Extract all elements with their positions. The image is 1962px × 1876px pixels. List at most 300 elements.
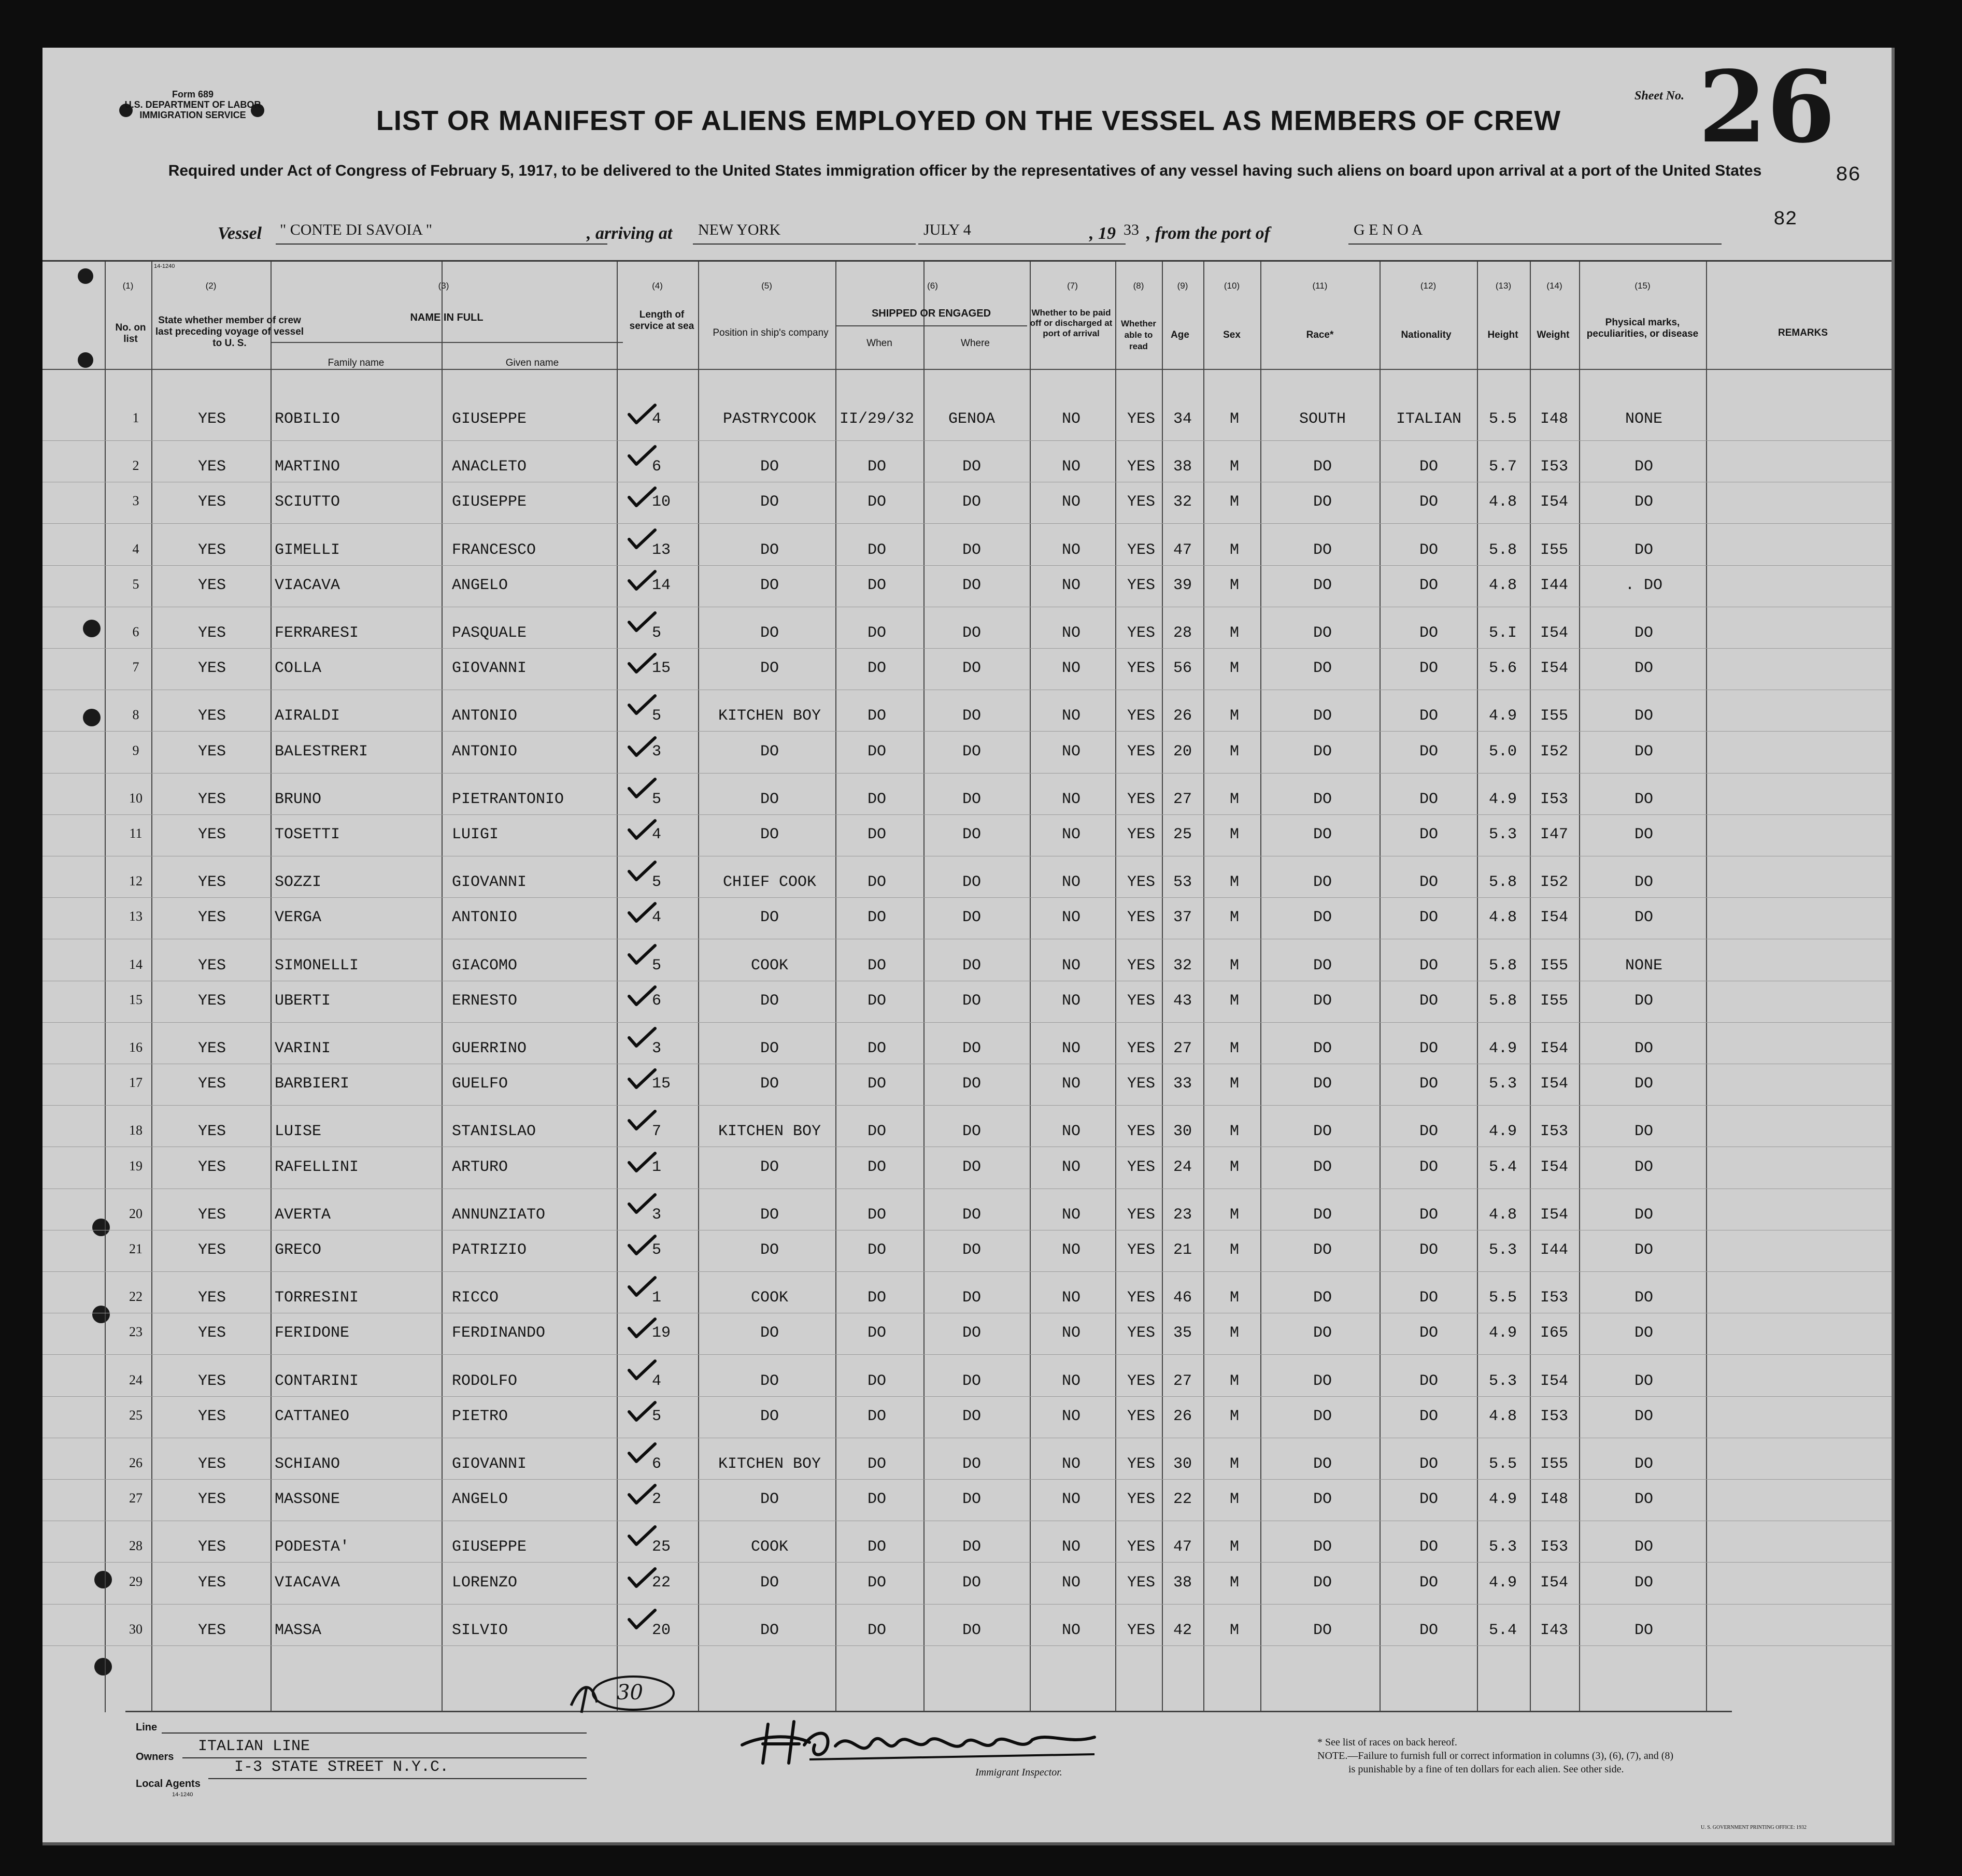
cell-when: DO [867, 1206, 886, 1224]
cell-paid: NO [1061, 458, 1080, 476]
cell-no: 5 [132, 576, 139, 592]
cell-position: COOK [750, 1538, 788, 1556]
cell-age: 26 [1173, 1407, 1192, 1425]
row-rule [42, 897, 1895, 898]
cell-race: DO [1313, 1206, 1332, 1224]
cell-weight: I54 [1540, 909, 1568, 927]
cell-given: LORENZO [452, 1573, 518, 1592]
check-mark-icon [627, 486, 657, 509]
cell-family: GIMELLI [275, 541, 340, 559]
cell-nat: DO [1419, 1538, 1438, 1556]
check-mark-icon [627, 777, 657, 800]
cell-given: ANGELO [452, 576, 508, 594]
cell-age: 30 [1173, 1123, 1192, 1141]
col-sex-header: Sex [1223, 330, 1241, 340]
cell-no: 16 [129, 1040, 143, 1055]
cell-age: 37 [1173, 909, 1192, 927]
cell-nat: DO [1419, 1621, 1438, 1639]
column-rule [698, 262, 699, 1712]
cell-given: RICCO [452, 1289, 499, 1307]
cell-marks: DO [1634, 1621, 1653, 1639]
punch-hole [83, 709, 101, 726]
cell-marks: DO [1634, 1372, 1653, 1390]
cell-state: YES [198, 992, 226, 1010]
cell-length: 5 [652, 956, 662, 975]
column-number: (7) [1067, 281, 1078, 291]
cell-marks: DO [1634, 1289, 1653, 1307]
col-family-header: Family name [328, 357, 385, 368]
cell-length: 3 [652, 742, 662, 761]
cell-position: DO [760, 1324, 779, 1342]
cell-nat: DO [1419, 458, 1438, 476]
cell-nat: DO [1419, 1040, 1438, 1057]
punch-hole [94, 1571, 112, 1588]
cell-family: SCIUTTO [275, 493, 340, 511]
cell-when: DO [867, 956, 886, 975]
cell-where: DO [962, 1372, 981, 1390]
cell-nat: DO [1419, 660, 1438, 678]
cell-length: 14 [652, 576, 671, 594]
cell-family: AIRALDI [275, 707, 340, 725]
cell-position: DO [760, 1372, 779, 1390]
cell-marks: DO [1634, 742, 1653, 761]
column-number: (13) [1495, 281, 1512, 291]
cell-when: DO [867, 1407, 886, 1425]
row-rule [42, 523, 1895, 524]
manifest-sheet [42, 48, 1895, 1845]
row-rule [42, 773, 1895, 774]
cell-length: 5 [652, 873, 662, 892]
cell-position: DO [760, 624, 779, 642]
cell-sex: M [1229, 1158, 1239, 1176]
cell-read: YES [1127, 660, 1155, 678]
cell-where: GENOA [948, 410, 995, 428]
cell-weight: I54 [1540, 493, 1568, 511]
cell-where: DO [962, 1241, 981, 1259]
cell-length: 4 [652, 909, 662, 927]
cell-given: GIOVANNI [452, 1455, 527, 1473]
cell-race: DO [1313, 1123, 1332, 1141]
cell-paid: NO [1061, 1289, 1080, 1307]
cell-paid: NO [1061, 1040, 1080, 1057]
cell-no: 21 [129, 1241, 143, 1256]
cell-where: DO [962, 1206, 981, 1224]
cell-marks: DO [1634, 1407, 1653, 1425]
row-rule [42, 1396, 1895, 1397]
cell-sex: M [1229, 1372, 1239, 1390]
cell-age: 38 [1173, 1573, 1192, 1592]
cell-nat: DO [1419, 1573, 1438, 1592]
cell-read: YES [1127, 1206, 1155, 1224]
cell-paid: NO [1061, 1075, 1080, 1093]
row-rule [42, 648, 1895, 649]
cell-state: YES [198, 1538, 226, 1556]
cell-family: MARTINO [275, 458, 340, 476]
cell-age: 32 [1173, 956, 1192, 975]
inspector-label: Immigrant Inspector. [975, 1767, 1062, 1778]
cell-nat: DO [1419, 956, 1438, 975]
cell-read: YES [1127, 1491, 1155, 1509]
cell-marks: DO [1634, 493, 1653, 511]
cell-read: YES [1127, 742, 1155, 761]
cell-state: YES [198, 1491, 226, 1509]
cell-position: DO [760, 1040, 779, 1057]
page-title: LIST OR MANIFEST OF ALIENS EMPLOYED ON THE VESSEL AS MEMBERS OF CREW [376, 105, 1561, 136]
cell-given: ANTONIO [452, 909, 518, 927]
cell-where: DO [962, 1289, 981, 1307]
cell-given: ANTONIO [452, 742, 518, 761]
cell-when: DO [867, 624, 886, 642]
column-number: (8) [1133, 281, 1144, 291]
cell-race: DO [1313, 1040, 1332, 1057]
cell-position: CHIEF COOK [722, 873, 817, 892]
cell-where: DO [962, 790, 981, 808]
cell-paid: NO [1061, 909, 1080, 927]
cell-race: DO [1313, 1538, 1332, 1556]
cell-sex: M [1229, 909, 1239, 927]
cell-state: YES [198, 1075, 226, 1093]
cell-sex: M [1229, 493, 1239, 511]
cell-read: YES [1127, 1158, 1155, 1176]
cell-state: YES [198, 541, 226, 559]
cell-sex: M [1229, 458, 1239, 476]
cell-nat: DO [1419, 826, 1438, 843]
cell-where: DO [962, 1455, 981, 1473]
cell-read: YES [1127, 410, 1155, 428]
cell-when: DO [867, 1123, 886, 1141]
cell-position: DO [760, 1158, 779, 1176]
cell-state: YES [198, 660, 226, 678]
cell-family: BRUNO [275, 790, 322, 808]
cell-age: 39 [1173, 576, 1192, 594]
cell-height: 5.3 [1488, 1372, 1517, 1390]
cell-marks: DO [1634, 909, 1653, 927]
cell-nat: DO [1419, 1407, 1438, 1425]
cell-length: 19 [652, 1324, 671, 1342]
cell-weight: I53 [1540, 1123, 1568, 1141]
cell-given: GIUSEPPE [452, 493, 527, 511]
cell-given: GUERRINO [452, 1040, 527, 1057]
cell-given: PASQUALE [452, 624, 527, 642]
cell-weight: I55 [1540, 707, 1568, 725]
cell-position: KITCHEN BOY [718, 1455, 821, 1473]
cell-family: FERRARESI [275, 624, 359, 642]
cell-length: 3 [652, 1040, 662, 1057]
cell-read: YES [1127, 624, 1155, 642]
cell-race: DO [1313, 707, 1332, 725]
cell-race: DO [1313, 790, 1332, 808]
row-rule [42, 440, 1895, 441]
cell-weight: I48 [1540, 410, 1568, 428]
cell-no: 12 [129, 873, 143, 889]
row-rule [42, 1188, 1895, 1189]
cell-paid: NO [1061, 1206, 1080, 1224]
cell-where: DO [962, 541, 981, 559]
stamp-number: 82 [1773, 208, 1797, 231]
cell-state: YES [198, 410, 226, 428]
cell-length: 5 [652, 624, 662, 642]
cell-paid: NO [1061, 873, 1080, 892]
cell-length: 5 [652, 790, 662, 808]
cell-weight: I53 [1540, 1407, 1568, 1425]
cell-given: PIETRANTONIO [452, 790, 564, 808]
cell-length: 20 [652, 1621, 671, 1639]
cell-length: 6 [652, 992, 662, 1010]
fine-note-line1: NOTE.—Failure to furnish full or correct information in columns (3), (6), (7), and (8) [1317, 1750, 1674, 1762]
cell-position: DO [760, 1407, 779, 1425]
cell-no: 22 [129, 1289, 143, 1305]
row-rule [42, 814, 1895, 815]
cell-height: 5.5 [1488, 1455, 1517, 1473]
form-code: 14-1240 [172, 1792, 193, 1798]
column-rule [1706, 262, 1707, 1712]
punch-hole [78, 352, 93, 368]
cell-family: VIACAVA [275, 1573, 340, 1592]
check-mark-icon [627, 1234, 657, 1257]
cell-weight: I44 [1540, 576, 1568, 594]
year-prefix: , 19 [1089, 224, 1116, 243]
cell-state: YES [198, 1241, 226, 1259]
cell-no: 26 [129, 1455, 143, 1470]
col-marks-header: Physical marks, peculiarities, or disease [1586, 317, 1699, 339]
cell-race: DO [1313, 1407, 1332, 1425]
cell-race: DO [1313, 1075, 1332, 1093]
cell-race: DO [1313, 742, 1332, 761]
cell-paid: NO [1061, 1241, 1080, 1259]
cell-age: 46 [1173, 1289, 1192, 1307]
cell-position: COOK [750, 1289, 788, 1307]
check-mark-icon [627, 860, 657, 883]
cell-given: GIACOMO [452, 956, 518, 975]
cell-weight: I54 [1540, 1075, 1568, 1093]
cell-weight: I55 [1540, 1455, 1568, 1473]
cell-sex: M [1229, 707, 1239, 725]
cell-race: DO [1313, 1241, 1332, 1259]
column-rule [1380, 262, 1381, 1712]
arrival-port: NEW YORK [698, 221, 781, 238]
cell-race: DO [1313, 1491, 1332, 1509]
cell-no: 28 [129, 1538, 143, 1554]
cell-nat: DO [1419, 1241, 1438, 1259]
arrival-date: JULY 4 [923, 221, 971, 238]
cell-weight: I54 [1540, 1372, 1568, 1390]
cell-race: DO [1313, 541, 1332, 559]
cell-family: BARBIERI [275, 1075, 350, 1093]
cell-no: 8 [132, 707, 139, 723]
cell-given: ERNESTO [452, 992, 518, 1010]
cell-length: 4 [652, 1372, 662, 1390]
cell-height: 5.8 [1488, 992, 1517, 1010]
cell-height: 5.3 [1488, 1538, 1517, 1556]
cell-read: YES [1127, 493, 1155, 511]
cell-length: 5 [652, 1241, 662, 1259]
cell-weight: I54 [1540, 1040, 1568, 1057]
sheet-number-label: Sheet No. [1634, 89, 1684, 103]
row-rule [42, 1022, 1895, 1023]
cell-height: 5.0 [1488, 742, 1517, 761]
cell-no: 19 [129, 1158, 143, 1173]
row-rule [42, 1604, 1895, 1605]
cell-given: GUELFO [452, 1075, 508, 1093]
cell-marks: . DO [1625, 576, 1662, 594]
cell-when: DO [867, 660, 886, 678]
cell-height: 4.8 [1488, 1407, 1517, 1425]
cell-paid: NO [1061, 1491, 1080, 1509]
punch-hole [92, 1306, 110, 1323]
cell-nat: DO [1419, 909, 1438, 927]
cell-given: ANNUNZIATO [452, 1206, 546, 1224]
cell-state: YES [198, 790, 226, 808]
cell-given: ANGELO [452, 1491, 508, 1509]
cell-age: 38 [1173, 458, 1192, 476]
punch-hole [92, 1219, 110, 1236]
cell-sex: M [1229, 826, 1239, 843]
cell-read: YES [1127, 909, 1155, 927]
cell-age: 47 [1173, 541, 1192, 559]
check-mark-icon [627, 1109, 657, 1132]
cell-when: DO [867, 1075, 886, 1093]
cell-when: DO [867, 541, 886, 559]
check-mark-icon [627, 528, 657, 551]
cell-no: 23 [129, 1324, 143, 1340]
cell-race: DO [1313, 826, 1332, 843]
cell-race: SOUTH [1299, 410, 1346, 428]
line-label: Line [136, 1722, 158, 1733]
punch-hole [83, 620, 101, 637]
table-top-rule [42, 260, 1895, 262]
cell-where: DO [962, 1324, 981, 1342]
cell-sex: M [1229, 1075, 1239, 1093]
cell-when: II/29/32 [839, 410, 915, 428]
column-number: (12) [1420, 281, 1437, 291]
check-mark-icon [627, 1359, 657, 1382]
cell-nat: DO [1419, 1158, 1438, 1176]
cell-where: DO [962, 742, 981, 761]
cell-position: DO [760, 992, 779, 1010]
cell-position: DO [760, 493, 779, 511]
cell-family: AVERTA [275, 1206, 331, 1224]
cell-state: YES [198, 1289, 226, 1307]
cell-state: YES [198, 576, 226, 594]
cell-state: YES [198, 1372, 226, 1390]
cell-family: TOSETTI [275, 826, 340, 843]
cell-where: DO [962, 576, 981, 594]
cell-where: DO [962, 1491, 981, 1509]
cell-sex: M [1229, 1538, 1239, 1556]
cell-age: 21 [1173, 1241, 1192, 1259]
cell-weight: I54 [1540, 624, 1568, 642]
row-rule [42, 1479, 1895, 1480]
check-mark-icon [627, 1567, 657, 1589]
col-no-header: No. on list [115, 322, 146, 345]
cell-age: 43 [1173, 992, 1192, 1010]
check-mark-icon [627, 985, 657, 1008]
cell-paid: NO [1061, 1123, 1080, 1141]
cell-read: YES [1127, 1241, 1155, 1259]
cell-race: DO [1313, 1372, 1332, 1390]
cell-nat: DO [1419, 790, 1438, 808]
owners-label: Owners [136, 1751, 174, 1763]
cell-race: DO [1313, 1158, 1332, 1176]
cell-sex: M [1229, 1289, 1239, 1307]
cell-sex: M [1229, 1324, 1239, 1342]
cell-weight: I54 [1540, 660, 1568, 678]
check-mark-icon [627, 1026, 657, 1049]
cell-weight: I65 [1540, 1324, 1568, 1342]
cell-no: 30 [129, 1621, 143, 1637]
cell-family: ROBILIO [275, 410, 340, 428]
column-number: (4) [652, 281, 663, 291]
cell-read: YES [1127, 1372, 1155, 1390]
cell-sex: M [1229, 1040, 1239, 1057]
cell-no: 10 [129, 790, 143, 806]
cell-marks: DO [1634, 624, 1653, 642]
cell-no: 17 [129, 1075, 143, 1091]
check-mark-icon [627, 1608, 657, 1631]
cell-marks: DO [1634, 826, 1653, 843]
column-rule [442, 262, 443, 1712]
check-mark-icon [627, 1151, 657, 1174]
cell-marks: DO [1634, 1158, 1653, 1176]
cell-given: ANTONIO [452, 707, 518, 725]
cell-nat: DO [1419, 1123, 1438, 1141]
cell-marks: DO [1634, 1491, 1653, 1509]
cell-race: DO [1313, 1289, 1332, 1307]
cell-family: MASSONE [275, 1491, 340, 1509]
cell-family: PODESTA' [275, 1538, 350, 1556]
cell-weight: I53 [1540, 1538, 1568, 1556]
cell-height: 4.8 [1488, 493, 1517, 511]
cell-nat: DO [1419, 1075, 1438, 1093]
cell-length: 4 [652, 410, 662, 428]
cell-family: LUISE [275, 1123, 322, 1141]
cell-when: DO [867, 1372, 886, 1390]
check-mark-icon [627, 736, 657, 758]
cell-when: DO [867, 576, 886, 594]
cell-nat: DO [1419, 1206, 1438, 1224]
col-state-header: State whether member of crew last preceding voyage of vessel to U. S. [155, 315, 304, 349]
cell-height: 5.6 [1488, 660, 1517, 678]
cell-paid: NO [1061, 826, 1080, 843]
cell-state: YES [198, 956, 226, 975]
cell-nat: DO [1419, 493, 1438, 511]
cell-when: DO [867, 1538, 886, 1556]
cell-read: YES [1127, 1289, 1155, 1307]
cell-sex: M [1229, 660, 1239, 678]
cell-when: DO [867, 1289, 886, 1307]
column-number: (10) [1224, 281, 1240, 291]
cell-nat: DO [1419, 707, 1438, 725]
cell-sex: M [1229, 1491, 1239, 1509]
cell-where: DO [962, 1158, 981, 1176]
cell-race: DO [1313, 660, 1332, 678]
cell-race: DO [1313, 624, 1332, 642]
column-number: (2) [205, 281, 217, 291]
cell-length: 22 [652, 1573, 671, 1592]
cell-given: LUIGI [452, 826, 499, 843]
cell-weight: I43 [1540, 1621, 1568, 1639]
cell-when: DO [867, 873, 886, 892]
column-rule [1203, 262, 1204, 1712]
cell-family: SOZZI [275, 873, 322, 892]
cell-age: 27 [1173, 790, 1192, 808]
cell-marks: DO [1634, 1538, 1653, 1556]
col-paid-header: Whether to be paid off or discharged at port of arrival [1030, 308, 1113, 338]
cell-height: 5.5 [1488, 1289, 1517, 1307]
cell-given: GIUSEPPE [452, 1538, 527, 1556]
column-number: (3) [438, 281, 449, 291]
cell-given: GIUSEPPE [452, 410, 527, 428]
